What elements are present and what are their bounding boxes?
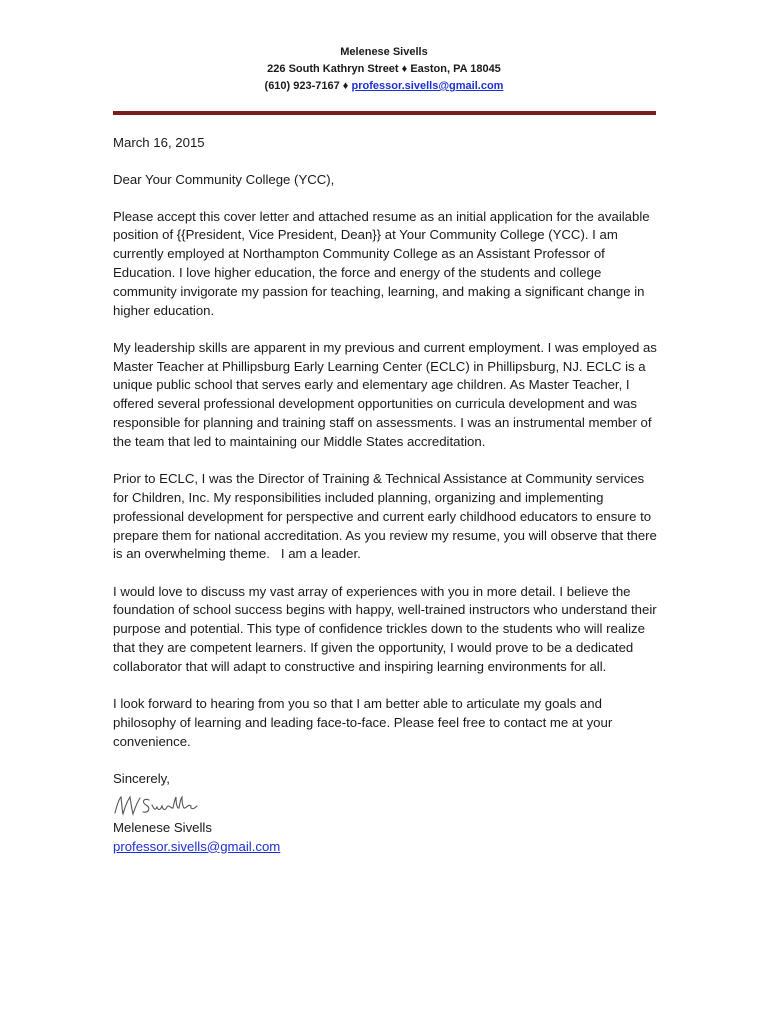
letterhead-phone: (610) 923-7167 ♦ — [264, 80, 349, 92]
paragraph-discussion: I would love to discuss my vast array of experiences with you in more detail. I believe the foundation of school success begins with happy, well-trained instructors who understand their purpose and potential. This type of confidence trickles down to the students who will realize that they are competent learners. If given the opportunity, I would prove to be a dedicated collaborator that will adapt to constructive and inspiring learning environments for all. — [113, 583, 657, 674]
letter-greeting: Dear Your Community College (YCC), — [113, 171, 335, 187]
letterhead-contact — [0, 78, 768, 95]
paragraph-leader-statement: I am a leader. — [269, 546, 361, 562]
letter-body — [113, 134, 658, 856]
letterhead-email-link[interactable]: professor.sivells@gmail.com — [351, 80, 504, 92]
paragraph-red-period: . — [266, 546, 270, 562]
paragraph-intro: Please accept this cover letter and attached resume as an initial application for the available position of {{President, Vice President, Dean}} at Your Community College (YCC). I am currently employed at Northampton Community College as an Assistant Professor of Education. I love higher education, the force and energy of the students and college community invigorate my passion for teaching, learning, and making a significant change in higher education. — [113, 208, 650, 318]
paragraph-prior-experience — [113, 470, 658, 564]
letterhead-name: Melenese Sivells — [340, 46, 428, 58]
paragraph-closing-remarks: I look forward to hearing from you so that I am better able to articulate my goals and philosophy of learning and leading face-to-face. Please feel free to contact me at your convenience. — [113, 696, 613, 749]
signature-email-link[interactable]: professor.sivells@gmail.com — [113, 838, 281, 854]
paragraph-prior-experience-text: Prior to ECLC, I was the Director of Training & Technical Assistance at Community services for Children, Inc. My responsibilities included planning, organizing and implementing professional development for perspective and current early childhood educators to ensure to prepare them for national accreditation. As you review my resume, you will observe that there is an overwhelming theme — [113, 471, 657, 562]
letter-closing: Sincerely, — [113, 771, 170, 787]
letterhead-address: 226 South Kathryn Street ♦ Easton, PA 18045 — [267, 63, 501, 75]
letter-date: March 16, 2015 — [113, 135, 205, 150]
handwritten-signature — [111, 791, 207, 819]
signature-name: Melenese Sivells — [113, 819, 212, 835]
paragraph-leadership: My leadership skills are apparent in my previous and current employment. I was employed as Master Teacher at Phillipsburg Early Learning Center (ECLC) in Phillipsburg, NJ. ECLC is a unique public school that serves early and elementary age children. As Master Teacher, I offered several professional development opportunities on curricula development and was responsible for planning and training staff on assessments. I was an instrumental member of the team that led to maintaining our Middle States accreditation. — [113, 339, 657, 449]
header-divider — [113, 111, 656, 115]
letterhead — [0, 44, 768, 95]
